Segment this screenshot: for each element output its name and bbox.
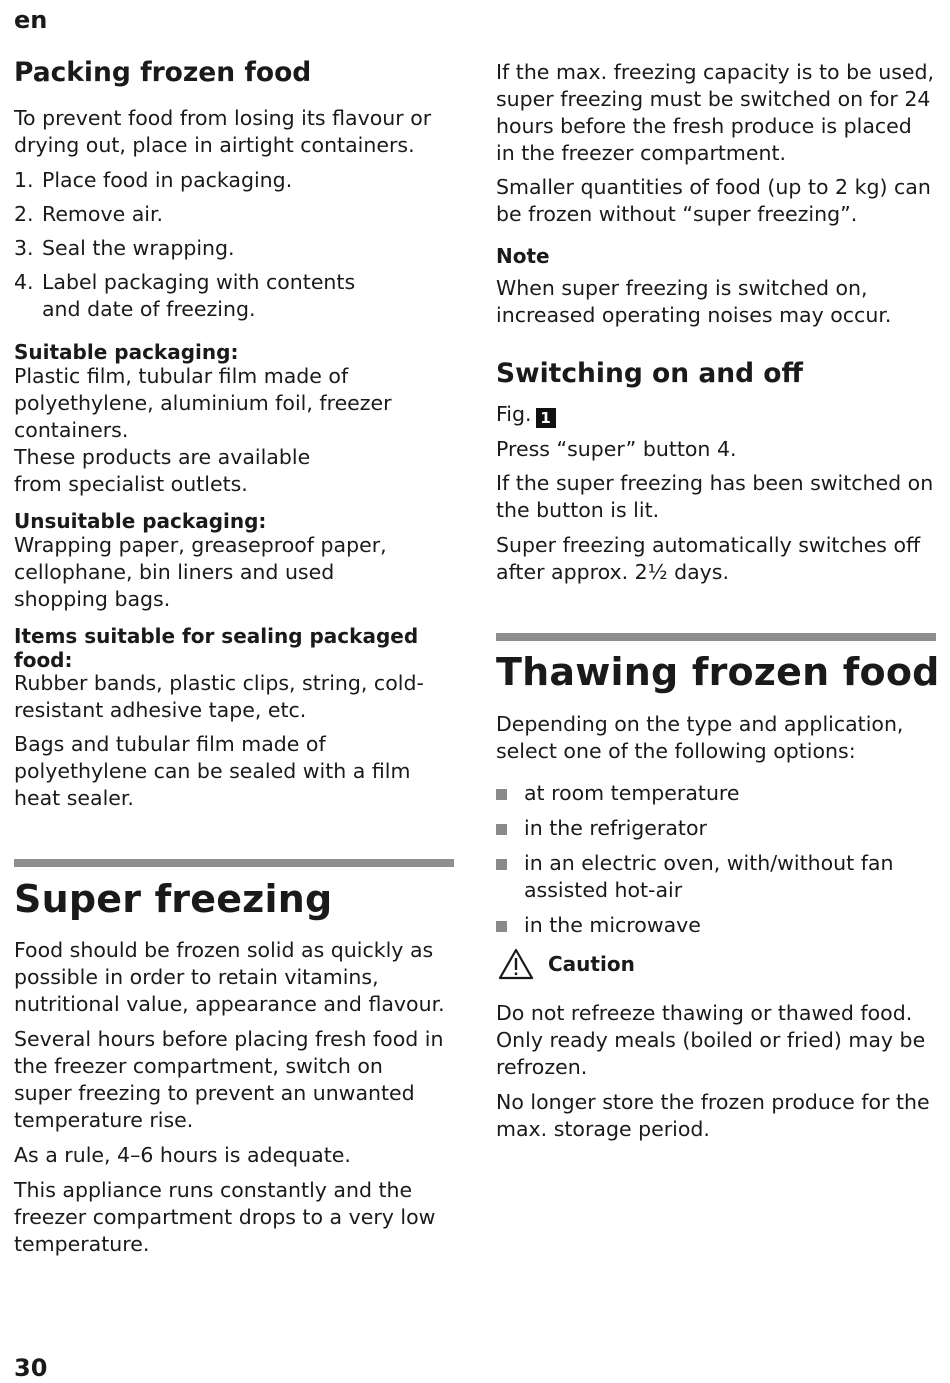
- list-item: in the refrigerator: [496, 815, 926, 842]
- step-item: 2. Remove air.: [14, 202, 164, 226]
- list-item: in an electric oven, with/without fan assisted hot-air: [496, 850, 926, 904]
- list-item: in the microwave: [496, 912, 926, 939]
- unsuitable-packaging-text: Wrapping paper, greaseproof paper, cellophane, bin liners and used shopping bags.: [14, 533, 387, 611]
- bullet-square-icon: [496, 859, 507, 870]
- step-item: 4. Label packaging with contents and date of freezing.: [14, 270, 356, 321]
- bullet-square-icon: [496, 789, 507, 800]
- warning-triangle-icon: [498, 948, 534, 980]
- suitable-packaging-text: Plastic film, tubular film made of polyethylene, aluminium foil, freezer containers.: [14, 364, 392, 442]
- language-code: en: [14, 6, 48, 34]
- caution-label: Caution: [548, 952, 635, 976]
- step-item: 3. Seal the wrapping.: [14, 236, 235, 260]
- sealing-items-label: Items suitable for sealing packaged food:: [14, 624, 419, 672]
- packing-intro: To prevent food from losing its flavour or drying out, place in airtight containers.: [14, 106, 432, 157]
- figure-number-badge: 1: [536, 408, 556, 428]
- super-freezing-p6: Smaller quantities of food (up to 2 kg) can be frozen without “super freezing”.: [496, 175, 931, 226]
- thawing-title: Thawing frozen food: [496, 650, 940, 694]
- packing-steps: [14, 167, 434, 323]
- packing-title: Packing frozen food: [14, 57, 312, 88]
- list-item: at room temperature: [496, 780, 926, 807]
- super-freezing-p5: If the max. freezing capacity is to be used, super freezing must be switched on for 24 hours before the fresh produce is placed in the freezer compartment.: [496, 60, 935, 165]
- sealing-items-text: Rubber bands, plastic clips, string, cold-resistant adhesive tape, etc.: [14, 671, 424, 722]
- super-freezing-p4: This appliance runs constantly and the freezer compartment drops to a very low temperature.: [14, 1178, 436, 1256]
- note-text: When super freezing is switched on, increased operating noises may occur.: [496, 276, 892, 327]
- bullet-square-icon: [496, 824, 507, 835]
- super-freezing-p2: Several hours before placing fresh food in the freezer compartment, switch on super freezing to prevent an unwanted temperature rise.: [14, 1027, 444, 1132]
- switching-p2: If the super freezing has been switched on the button is lit.: [496, 471, 934, 522]
- note-label: Note: [496, 244, 550, 268]
- caution-p1: Do not refreeze thawing or thawed food. Only ready meals (boiled or fried) may be refrozen.: [496, 1001, 926, 1079]
- super-freezing-p1: Food should be frozen solid as quickly as possible in order to retain vitamins, nutritional value, appearance and flavour.: [14, 938, 445, 1016]
- bullet-square-icon: [496, 921, 507, 932]
- unsuitable-packaging-label: Unsuitable packaging:: [14, 509, 267, 533]
- thawing-options: [496, 780, 926, 939]
- switching-p1: Press “super” button 4.: [496, 437, 737, 461]
- thawing-intro: Depending on the type and application, select one of the following options:: [496, 712, 904, 763]
- super-freezing-title: Super freezing: [14, 877, 333, 921]
- bags-sealing-text: Bags and tubular film made of polyethylene can be sealed with a film heat sealer.: [14, 732, 411, 810]
- suitable-packaging-label: Suitable packaging:: [14, 340, 239, 364]
- switching-title: Switching on and off: [496, 358, 803, 389]
- step-item: 1. Place food in packaging.: [14, 168, 293, 192]
- figure-reference: Fig. 1: [496, 401, 556, 428]
- section-divider: [14, 859, 454, 867]
- page-number: 30: [14, 1354, 48, 1382]
- super-freezing-p3: As a rule, 4–6 hours is adequate.: [14, 1143, 351, 1167]
- switching-p3: Super freezing automatically switches off after approx. 2½ days.: [496, 533, 921, 584]
- section-divider: [496, 633, 936, 641]
- caution-heading: [498, 948, 635, 980]
- caution-p2: No longer store the frozen produce for the max. storage period.: [496, 1090, 930, 1141]
- suitable-packaging-note: These products are available from specialist outlets.: [14, 445, 311, 496]
